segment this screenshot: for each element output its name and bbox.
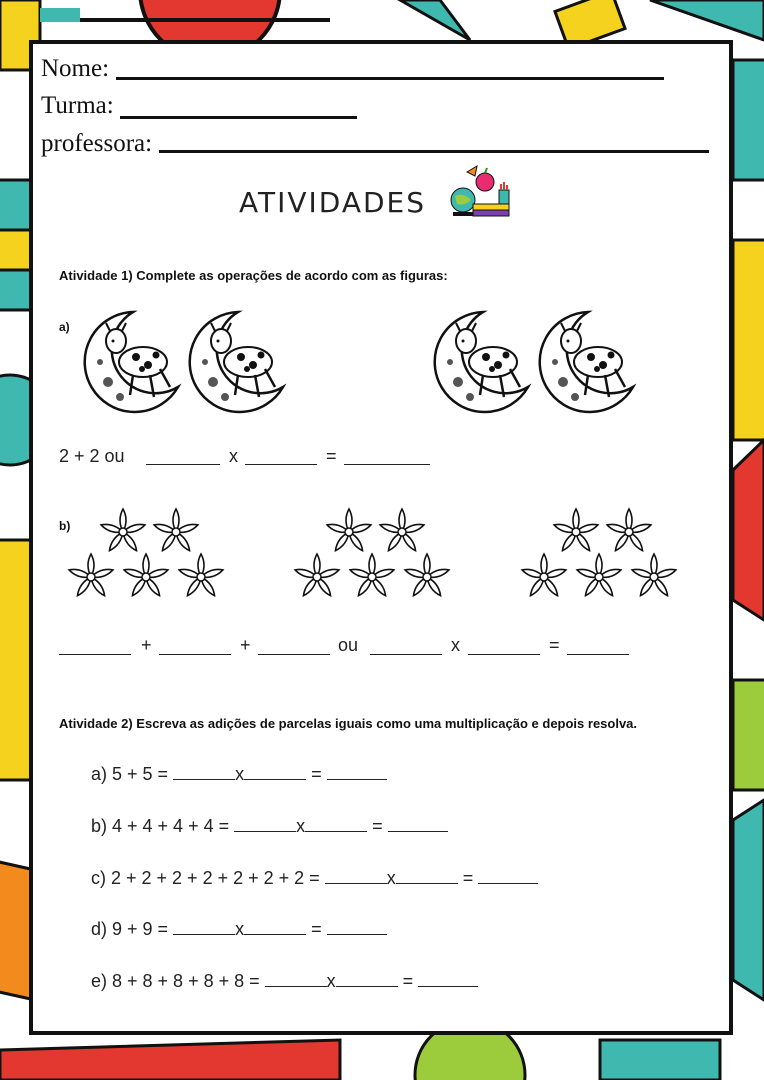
activity1-b-blank-2[interactable] xyxy=(159,654,231,655)
activity1-b-plus-1: + xyxy=(141,635,152,655)
activity1-a-label: a) xyxy=(59,320,70,334)
flower-icon xyxy=(65,551,117,603)
moon-cow-icon xyxy=(183,307,293,417)
activity2-blank-3[interactable] xyxy=(388,814,448,832)
activity2-item xyxy=(91,762,387,785)
activity2-item-label: d) 9 + 9 = xyxy=(91,919,169,939)
activity2-times: x xyxy=(235,919,245,939)
activity1-b-plus-2: + xyxy=(240,635,251,655)
activity2-item xyxy=(91,814,448,837)
class-line[interactable] xyxy=(120,116,357,119)
activity2-blank-3[interactable] xyxy=(418,969,478,987)
name-label: Nome: xyxy=(41,55,110,82)
activity1-a-blank-2[interactable] xyxy=(245,464,317,465)
activity2-equals: = xyxy=(402,971,414,991)
activity1-b-blank-1[interactable] xyxy=(59,654,131,655)
activity2-item-label: a) 5 + 5 = xyxy=(91,764,169,784)
teacher-line[interactable] xyxy=(159,150,709,153)
activity2-item xyxy=(91,917,387,940)
activity2-blank-1[interactable] xyxy=(234,814,296,832)
activity2-item-label: c) 2 + 2 + 2 + 2 + 2 + 2 + 2 = xyxy=(91,868,320,888)
activity1-b-blank-4[interactable] xyxy=(370,654,442,655)
activity1-a-equals: = xyxy=(326,446,337,466)
activity2-blank-2[interactable] xyxy=(305,814,367,832)
activity2-equals: = xyxy=(311,764,322,784)
activity1-a-blank-3[interactable] xyxy=(344,464,430,465)
activity2-blank-2[interactable] xyxy=(244,762,306,780)
flower-icon xyxy=(518,551,570,603)
flower-icon xyxy=(120,551,172,603)
activity2-heading: Atividade 2) Escreva as adições de parcelas iguais como uma multiplicação e depois resolva. xyxy=(59,716,638,731)
activity2-blank-2[interactable] xyxy=(244,917,306,935)
activity1-a-times: x xyxy=(229,446,238,466)
activity2-blank-2[interactable] xyxy=(396,866,458,884)
flower-icon xyxy=(401,551,453,603)
activity2-item-label: e) 8 + 8 + 8 + 8 + 8 = xyxy=(91,971,260,991)
activity1-a-expr: 2 + 2 ou xyxy=(59,446,125,466)
activity2-blank-3[interactable] xyxy=(327,762,387,780)
school-supplies-icon xyxy=(445,164,515,224)
activity2-blank-1[interactable] xyxy=(325,866,387,884)
teacher-label: professora: xyxy=(41,130,153,157)
activity2-item xyxy=(91,866,538,889)
activity2-equals: = xyxy=(311,919,322,939)
activity1-b-equals: = xyxy=(549,635,560,655)
activity1-b-blank-3[interactable] xyxy=(258,654,330,655)
flower-icon xyxy=(175,551,227,603)
activity2-blank-1[interactable] xyxy=(265,969,327,987)
activity2-times: x xyxy=(235,764,245,784)
activity2-equals: = xyxy=(372,816,383,836)
activity2-times: x xyxy=(386,868,396,888)
activity2-blank-3[interactable] xyxy=(478,866,538,884)
activity2-item xyxy=(91,969,478,992)
activity1-b-label: b) xyxy=(59,519,71,533)
activity2-item-label: b) 4 + 4 + 4 + 4 = xyxy=(91,816,230,836)
flower-icon xyxy=(628,551,680,603)
moon-cow-icon xyxy=(428,307,538,417)
activity1-b-times: x xyxy=(451,635,460,655)
moon-cow-icon xyxy=(533,307,643,417)
activity1-heading: Atividade 1) Complete as operações de acordo com as figuras: xyxy=(59,268,448,283)
activity1-b-blank-6[interactable] xyxy=(567,654,629,655)
activity2-blank-3[interactable] xyxy=(327,917,387,935)
activity2-blank-1[interactable] xyxy=(173,762,235,780)
name-line[interactable] xyxy=(116,77,664,80)
activity1-b-blank-5[interactable] xyxy=(468,654,540,655)
class-label: Turma: xyxy=(41,92,114,119)
flower-icon xyxy=(573,551,625,603)
activity1-a-blank-1[interactable] xyxy=(146,464,220,465)
flower-icon xyxy=(291,551,343,603)
page-title: ATIVIDADES xyxy=(239,186,427,219)
flower-icon xyxy=(346,551,398,603)
activity2-equals: = xyxy=(462,868,474,888)
activity2-times: x xyxy=(326,971,336,991)
activity2-times: x xyxy=(296,816,306,836)
activity2-blank-2[interactable] xyxy=(336,969,398,987)
activity1-b-or: ou xyxy=(338,635,359,655)
worksheet xyxy=(29,40,733,1035)
moon-cow-icon xyxy=(78,307,188,417)
activity2-blank-1[interactable] xyxy=(173,917,235,935)
